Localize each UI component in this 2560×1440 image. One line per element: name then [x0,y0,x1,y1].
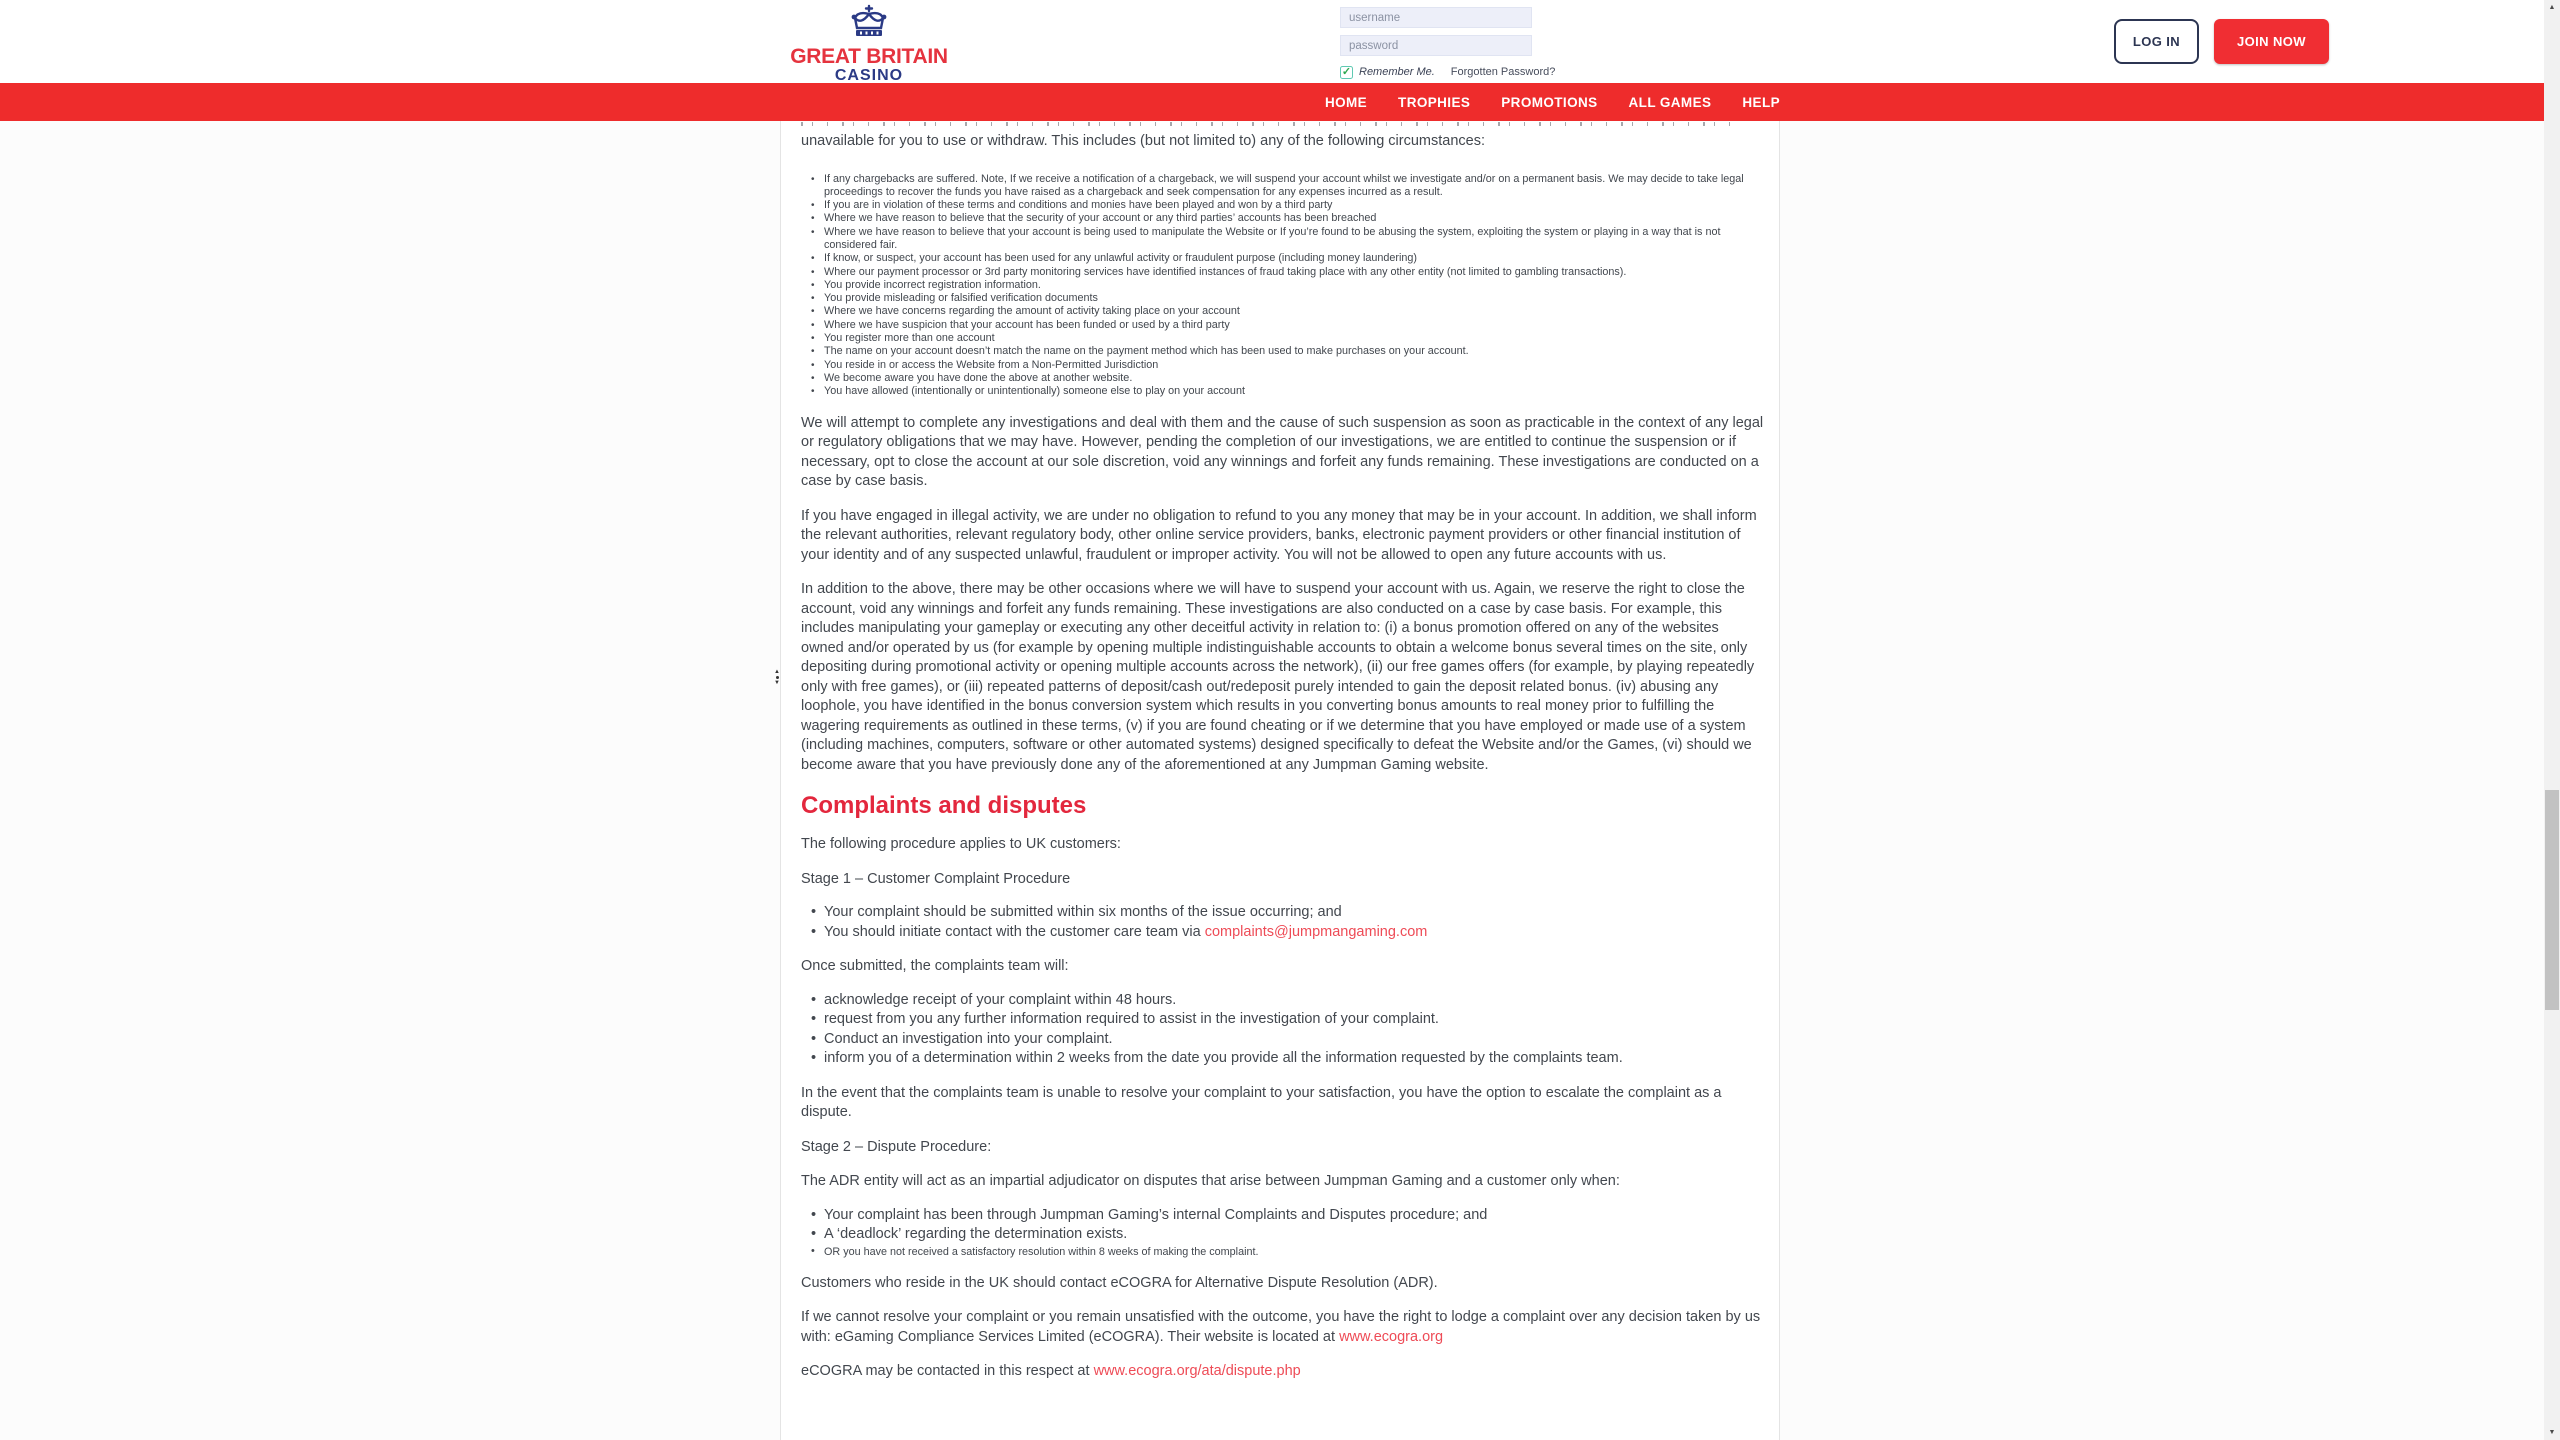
list-item: • Conduct an investigation into your complaint. [811,1030,1764,1050]
list-item: • Where we have reason to believe that the security of your account or any third parties’ accounts has been breached [811,212,1764,225]
paragraph-escalate: In the event that the complaints team is unable to resolve your complaint to your satisfaction, you have the option to escalate the complaint as a dispute. [801,1084,1722,1121]
list-item: • You reside in or access the Website from a Non-Permitted Jurisdiction [811,359,1764,372]
paragraph-illegal-activity: If you have engaged in illegal activity, we are under no obligation to refund to you any money that may be in your account. In addition, we shall inform the relevant authorities, relevant regulatory body, other online service providers, banks, electronic payment providers or other financial institution of your identity and of any suspected unlawful, fraudulent or improper activity. You will not be allowed to open any future accounts with us. [801,507,1757,563]
paragraph-investigations: We will attempt to complete any investigations and deal with them and the cause of such suspension as soon as practicable in the context of any legal or regulatory obligations that we may have. However, pending the completion of our investigations, we are entitled to continue the suspension or if necessary, opt to close the account at our sole discretion, void any winnings and forfeit any funds remaining. These investigations are conducted on a case by case basis. [801,414,1764,490]
list-item: • Where our payment processor or 3rd party monitoring services have identified instances of fraud taking place with any other entity (not limited to gambling transactions). [811,266,1764,279]
nav-item-all-games[interactable]: ALL GAMES [1628,94,1712,110]
page-body [0,121,2560,1440]
site-header [0,0,2560,83]
paragraph-lodge: If we cannot resolve your complaint or you remain unsatisfied with the outcome, you have the right to lodge a complaint over any decision taken by us with: eGaming Compliance Services Limited (eCOGRA). Their website is located at www.ecogra.org [801,1309,1761,1345]
suspension-circumstances-list [801,173,1764,399]
list-item: • inform you of a determination within 2 weeks from the date you provide all the information requested by the complaints team. [811,1049,1764,1069]
remember-me-label[interactable]: Remember Me. [1359,66,1435,78]
stage2-title: Stage 2 – Dispute Procedure: [801,1138,992,1155]
join-now-button[interactable]: JOIN NOW [2214,19,2329,64]
main-navbar [0,83,2560,121]
nav-item-trophies[interactable]: TROPHIES [1398,94,1471,110]
paragraph-adr: The ADR entity will act as an impartial adjudicator on disputes that arise between Jumpman Gaming and a customer only when: [801,1173,1620,1190]
clipped-text-fragments [801,122,1735,126]
ecogra-website-link[interactable]: www.ecogra.org [1339,1328,1444,1345]
logo-text-primary: GREAT BRITAIN [790,45,948,68]
list-item: • request from you any further information required to assist in the investigation of your complaint. [811,1010,1764,1030]
logo-text-secondary: CASINO [834,67,904,84]
site-logo[interactable] [774,4,964,84]
ecogra-dispute-link[interactable]: www.ecogra.org/ata/dispute.php [1093,1363,1301,1380]
list-item: • The name on your account doesn’t match the name on the payment method which has been used to make purchases on your account. [811,345,1764,358]
list-item: • OR you have not received a satisfactory resolution within 8 weeks of making the complaint. [811,1245,1764,1259]
checkmark-icon: ✓ [1341,65,1352,78]
list-item: • You should initiate contact with the customer care team via complaints@jumpmangaming.com [811,923,1764,943]
paragraph-once-submitted: Once submitted, the complaints team will: [801,958,1069,975]
password-input[interactable] [1340,35,1532,56]
list-item: • You provide misleading or falsified verification documents [811,292,1764,305]
complaints-email-link[interactable]: complaints@jumpmangaming.com [1204,923,1428,940]
complaints-team-list [801,991,1764,1069]
adr-conditions-list [801,1206,1764,1259]
scrollbar-up-arrow-icon[interactable]: ▲ [2548,4,2556,11]
login-button[interactable]: LOG IN [2114,19,2199,64]
paragraph-in-addition: In addition to the above, there may be other occasions where we will have to suspend your account with us. Again, we reserve the right to close the account, void any winnings and forfeit any funds remaining. These investigations are also conducted on a case by case basis. For example, this includes manipulating your gameplay or executing any other deceitful activity in relation to: (i) a bonus promotion offered on any of the websites owned and/or operated by us (for example by opening multiple indistinguishable accounts to obtain a welcome bonus several times on the site, only depositing during promotional activity or opening multiple accounts across the network), (ii) our free games offers (for example, by playing repeatedly only with free games), or (iii) repeated patterns of deposit/cash out/redeposit purely intended to gain the deposit related bonus. (iv) abusing any loophole, you have identified in the bonus conversion system which results in you converting bonus amounts to real money prior to fulfilling the wagering requirements as outlined in these terms, (v) if you are found cheating or if we determine that you have employed or made use of a system (including machines, computers, software or other automated systems) designed specifically to defeat the Website and/or the Games, (vi) should we become aware that you have previously done any of the aforementioned at any Jumpman Gaming website. [801,581,1755,773]
username-input[interactable] [1340,7,1532,28]
list-item: • acknowledge receipt of your complaint within 48 hours. [811,991,1764,1011]
list-item: • You have allowed (intentionally or unintentionally) someone else to play on your account [811,385,1764,398]
paragraph-uk-procedure: The following procedure applies to UK customers: [801,836,1121,853]
scrollbar-down-arrow-icon[interactable]: ▼ [2548,1429,2556,1436]
vertical-scrollbar[interactable] [2544,0,2560,1440]
crown-icon [774,4,964,47]
stage1-title: Stage 1 – Customer Complaint Procedure [801,870,1071,887]
nav-item-home[interactable]: HOME [1324,94,1368,110]
paragraph-contacted: eCOGRA may be contacted in this respect at www.ecogra.org/ata/dispute.php [801,1363,1301,1380]
list-item: • Where we have concerns regarding the amount of activity taking place on your account [811,305,1764,318]
list-item: • You register more than one account [811,332,1764,345]
list-item: • Where we have suspicion that your account has been funded or used by a third party [811,319,1764,332]
login-area [1340,0,2306,83]
remember-me-checkbox[interactable] [1340,66,1353,79]
scrollbar-thumb[interactable] [2545,790,2559,1010]
list-item: • We become aware you have done the above at another website. [811,372,1764,385]
autoscroll-indicator-icon: ▲ ▼ [774,669,780,686]
list-item: • A ‘deadlock’ regarding the determination exists. [811,1225,1764,1245]
list-item: • You provide incorrect registration information. [811,279,1764,292]
list-item: • Your complaint should be submitted within six months of the issue occurring; and [811,903,1764,923]
list-item: • If know, or suspect, your account has been used for any unlawful activity or fraudulent purpose (including money laundering) [811,252,1764,265]
complaints-heading: Complaints and disputes [801,792,1087,820]
intro-paragraph: unavailable for you to use or withdraw. This includes (but not limited to) any of the following circumstances: [801,133,1485,149]
terms-document [780,121,1780,1440]
list-item: • Your complaint has been through Jumpman Gaming’s internal Complaints and Disputes procedure; and [811,1206,1764,1226]
nav-item-promotions[interactable]: PROMOTIONS [1501,94,1598,110]
list-item: • Where we have reason to believe that your account is being used to manipulate the Website or If you’re found to be abusing the system, exploiting the system or playing in a way that is not considered fair. [811,226,1764,253]
list-item: • If you are in violation of these terms and conditions and monies have been played and won by a third party [811,199,1764,212]
forgotten-password-link[interactable]: Forgotten Password? [1450,66,1556,78]
paragraph-ecogra-contact: Customers who reside in the UK should contact eCOGRA for Alternative Dispute Resolution (ADR). [801,1274,1438,1291]
stage1-list [801,903,1764,942]
list-item: • If any chargebacks are suffered. Note, If we receive a notification of a chargeback, we will suspend your account whilst we investigate and/or on a permanent basis. We may decide to take legal proceedings to recover the funds you have raised as a chargeback and seek compensation for any expenses incurred as a result. [811,173,1764,200]
nav-item-help[interactable]: HELP [1742,94,1780,110]
